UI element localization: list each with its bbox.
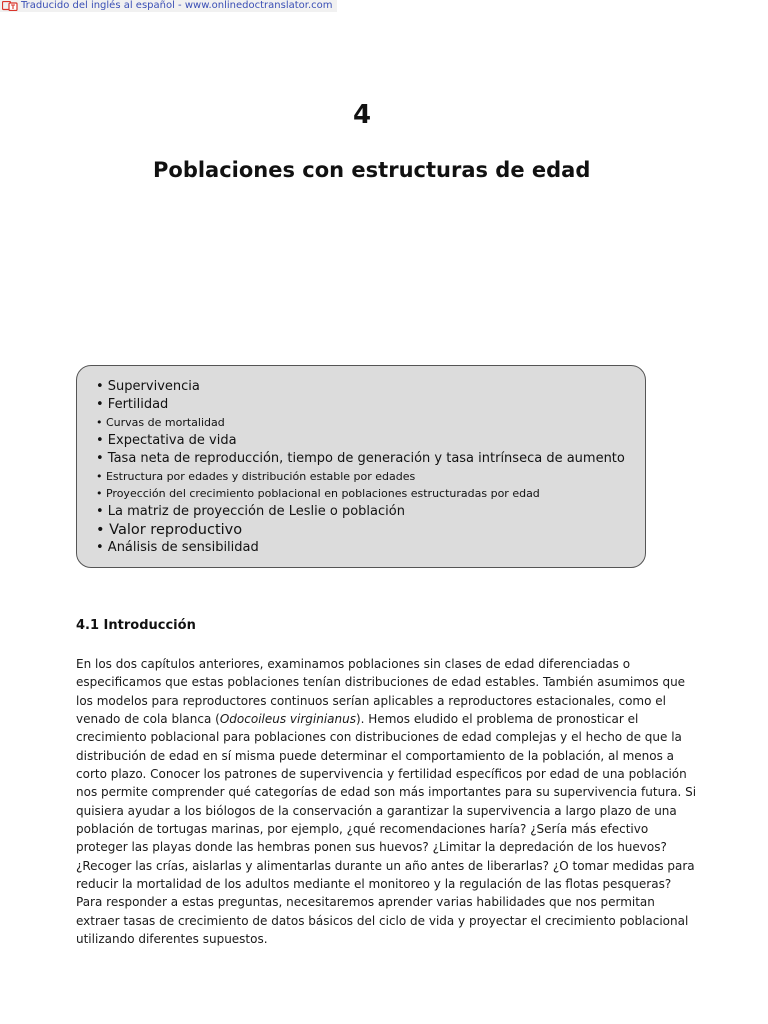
topic-item: • Expectativa de vida — [96, 432, 237, 448]
topic-item: • Estructura por edades y distribución estable por edades — [96, 469, 416, 483]
topic-item: • Fertilidad — [96, 397, 169, 412]
chapter-title: Poblaciones con estructuras de edad — [153, 158, 591, 182]
species-name: Odocoileus virginianus — [219, 712, 356, 727]
translator-banner-link[interactable]: Traducido del inglés al español - www.onlinedoctranslator.com — [21, 0, 333, 11]
paragraph-line: ¿Recoger las crías, aislarlas y alimentarlas durante un año antes de liberarlas? ¿O tomar medidas para — [76, 858, 695, 873]
chapter-number: 4 — [352, 100, 372, 130]
paragraph-line: población de tortugas marinas, por ejemplo, ¿qué recomendaciones haría? ¿Sería más efectivo — [76, 822, 649, 837]
paragraph-line: corto plazo. Conocer los patrones de supervivencia y fertilidad específicos por edad de una población — [76, 767, 687, 782]
chapter-topics-box — [76, 365, 646, 568]
topic-item: • Proyección del crecimiento poblacional en poblaciones estructuradas por edad — [96, 487, 540, 500]
topic-item: • Supervivencia — [96, 379, 200, 394]
paragraph-text: venado de cola blanca ( — [76, 712, 220, 727]
topic-item: • Tasa neta de reproducción, tiempo de generación y tasa intrínseca de aumento — [96, 450, 625, 466]
paragraph-line — [76, 710, 656, 728]
paragraph-line: distribución de edad en sí misma puede determinar el comportamiento de la población, al menos a — [76, 748, 675, 763]
paragraph-line: extraer tasas de crecimiento de datos básicos del ciclo de vida y proyectar el crecimiento poblacional — [76, 913, 689, 928]
intro-paragraph — [76, 655, 697, 949]
section-heading: 4.1 Introducción — [76, 618, 196, 633]
paragraph-text: ). Hemos eludido el problema de pronosticar el — [356, 712, 639, 727]
paragraph-line: nos permite comprender qué categorías de edad son más importantes para su supervivencia futura. Si — [76, 785, 697, 800]
paragraph-line: especificamos que estas poblaciones tenían distribuciones de edad estables. También asumimos que — [76, 675, 686, 690]
translator-banner[interactable] — [0, 0, 337, 12]
paragraph-line: proteger las playas donde las hembras ponen sus huevos? ¿Limitar la depredación de los huevos? — [76, 840, 667, 855]
topic-item: • Análisis de sensibilidad — [96, 539, 259, 555]
paragraph-line: En los dos capítulos anteriores, examinamos poblaciones sin clases de edad diferenciadas o — [76, 657, 631, 671]
paragraph-line: Para responder a estas preguntas, necesitaremos aprender varias habilidades que nos permitan — [76, 895, 655, 910]
topic-item: • La matriz de proyección de Leslie o población — [96, 503, 405, 519]
paragraph-line: quisiera ayudar a los biólogos de la conservación a garantizar la supervivencia a largo plazo de una — [76, 803, 677, 818]
topic-item: • Valor reproductivo — [96, 521, 243, 538]
translator-logo-icon — [2, 1, 18, 11]
topics-list — [96, 378, 645, 557]
paragraph-line: reducir la mortalidad de los adultos mediante el monitoreo y la regulación de las flotas pesqueras? — [76, 877, 672, 892]
paragraph-line: los modelos para reproductores continuos serían aplicables a reproductores estacionales, como el — [76, 693, 666, 708]
paragraph-line: utilizando diferentes supuestos. — [76, 932, 268, 947]
paragraph-line: crecimiento poblacional para poblaciones con distribuciones de edad complejas y el hecho de que la — [76, 730, 682, 745]
topic-item: • Curvas de mortalidad — [96, 416, 225, 429]
